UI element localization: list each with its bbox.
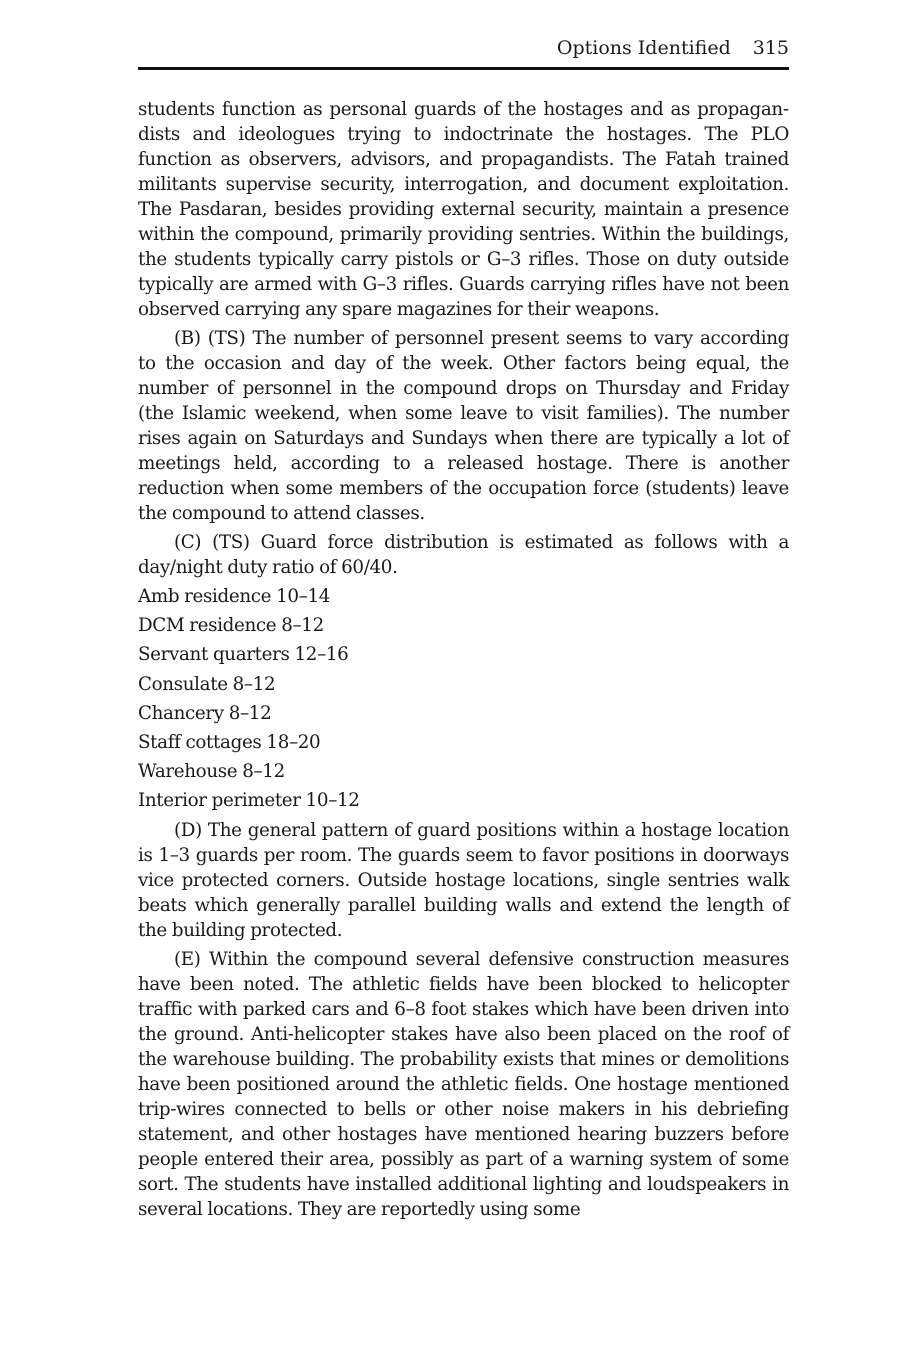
body-text [138,97,789,1222]
header-rule [138,67,789,70]
book-page [138,34,789,1222]
list-item: Interior perimeter 10–12 [138,790,360,812]
page-number: 315 [752,37,789,59]
paragraph-continued: students function as personal guards of the hostages and as propagandists and ideologues trying to indoctrinate the hostages. The PLO function as observers, advisors, and propagandists. The Fatah trained militants supervise security, interrogation, and document exploitation. The Pasdaran, besides providing external security, maintain a presence within the compound, primarily providing sentries. Within the buildings, the students typically carry pistols or G–3 rifles. Those on duty outside typically are armed with G–3 rifles. Guards carrying rifles have not been observed carrying any spare magazines for their weapons. [138,99,789,320]
list-item: Chancery 8–12 [138,702,272,724]
paragraph-d: (D) The general pattern of guard positions within a hostage location is 1–3 guards per room. The guards seem to favor positions in doorways vice protected corners. Outside hostage locations, single sentries walk beats which generally parallel building walls and extend the length of the building protected. [138,819,789,941]
running-head [138,34,789,62]
list-item: Consulate 8–12 [138,673,276,695]
list-item: DCM residence 8–12 [138,615,324,637]
paragraph-b: (B) (TS) The number of personnel present seems to vary according to the occasion and day of the week. Other factors being equal, the number of personnel in the compound drops on Thursday and Friday (the Islamic weekend, when some leave to visit families). The number rises again on Saturdays and Sundays when there are typically a lot of meetings held, according to a released hostage. There is another reduction when some members of the occupation force (students) leave the compound to attend classes. [138,328,789,524]
paragraph-e: (E) Within the compound several defensive construction measures have been noted. The athletic fields have been blocked to helicopter traffic with parked cars and 6–8 foot stakes which have been driven into the ground. Anti-helicopter stakes have also been placed on the roof of the warehouse building. The probability exists that mines or demolitions have been positioned around the athletic fields. One hostage mentioned trip-wires connected to bells or other noise makers in his debriefing statement, and other hostages have mentioned hearing buzzers before people entered their area, possibly as part of a warning system of some sort. The students have installed additional lighting and loudspeakers in several locations. They are reportedly using some [138,948,789,1220]
list-item: Servant quarters 12–16 [138,644,349,666]
guard-distribution-list [138,584,789,813]
paragraph-c: (C) (TS) Guard force distribution is estimated as follows with a day/night duty ratio of 60/40. [138,532,789,578]
list-item: Amb residence 10–14 [138,586,331,607]
list-item: Staff cottages 18–20 [138,731,321,753]
running-head-title: Options Identified [556,37,731,59]
list-item: Warehouse 8–12 [138,761,285,783]
